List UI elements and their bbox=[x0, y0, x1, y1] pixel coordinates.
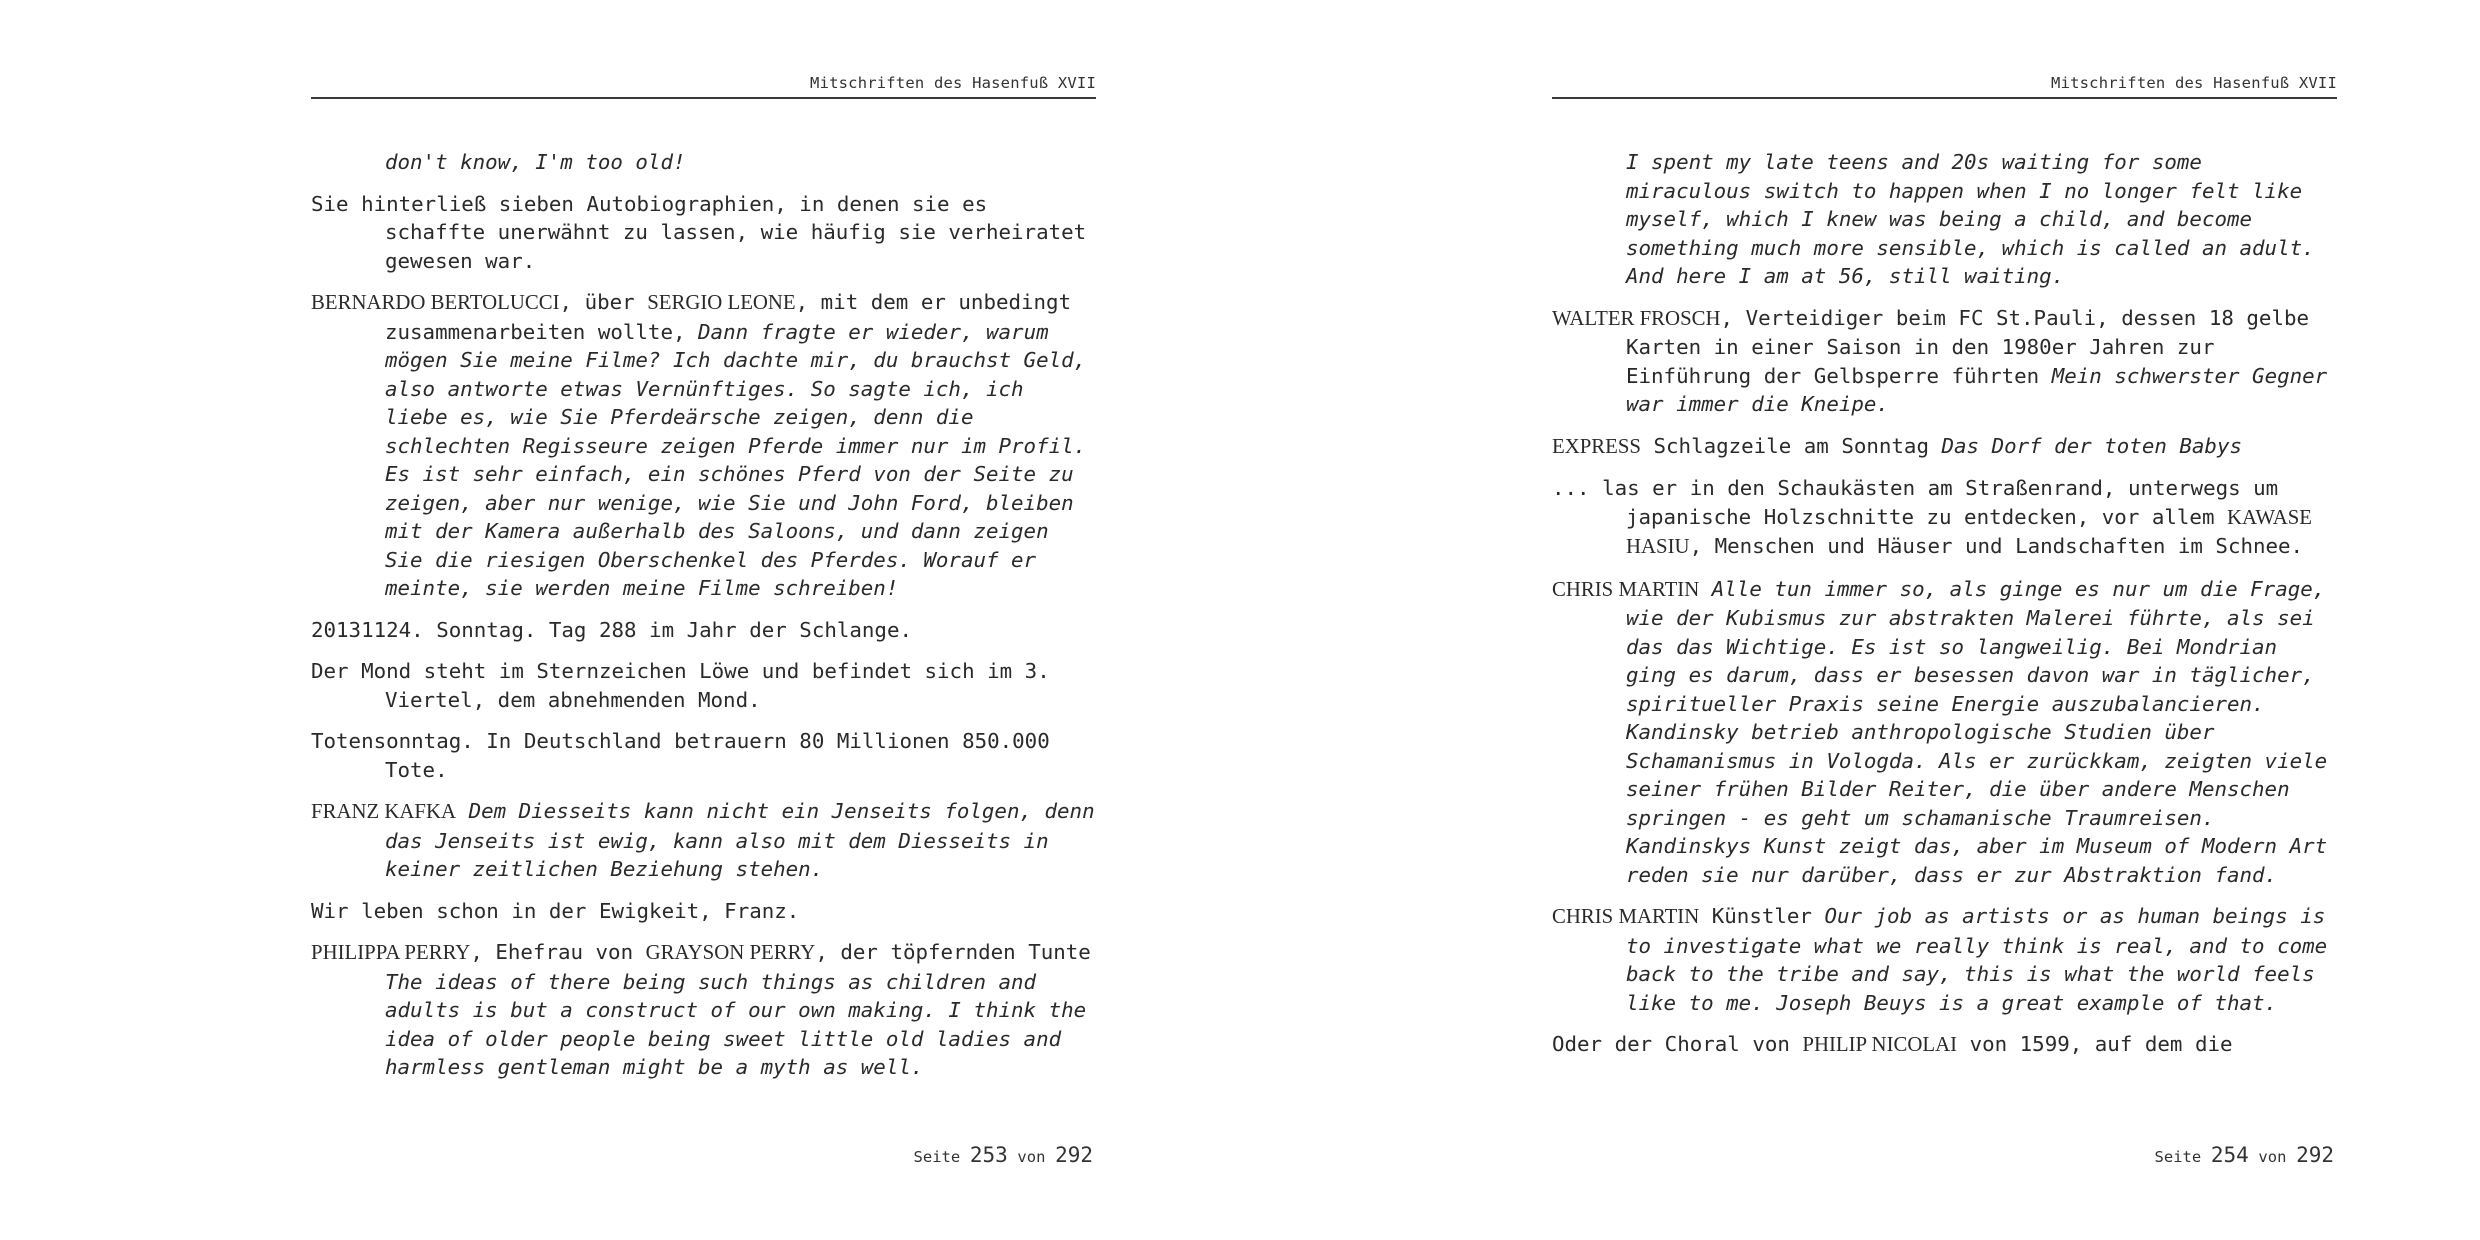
quote-text: Our job as artists or as human beings is to investigate what we really think is real, and to come back to the tribe and say, this is what the world feels like to me. Joseph Beuys is a great example of that. bbox=[1626, 904, 2328, 1015]
folio-word: Seite bbox=[2154, 1148, 2202, 1166]
quote-text: The ideas of there being such things as children and adults is but a construct of our own making. I think the idea of older people being sweet little old ladies and harmless gentleman might be a myth as well. bbox=[385, 969, 1087, 1079]
running-head: Mitschriften des Hasenfuß XVII bbox=[810, 74, 1096, 92]
entry-text: , Verteidiger beim FC St.Pauli, dessen 18 gelbe Karten in einer Saison in den 1980er Jahren zur Einführung der Gelbsperre führten bbox=[1626, 305, 2310, 388]
entry-text: , Ehefrau von bbox=[470, 940, 646, 964]
source-name: EXPRESS bbox=[1552, 434, 1641, 458]
person-name: PHILIPPA PERRY bbox=[311, 941, 471, 964]
folio-word: von bbox=[1017, 1148, 1046, 1166]
person-name: CHRIS MARTIN bbox=[1552, 905, 1700, 928]
quote-text: Alle tun immer so, als ginge es nur um die Frage, wie der Kubismus zur abstrakten Malerei führte, als sei das das Wichtige. Es ist so langweilig. Bei Mondrian ging es darum, dass er besessen davon war in täglicher, spiritueller Praxis seine Energie auszubalancieren. Kandinsky betrieb anthropologische Studien über Schamanismus in Vologda. Als er zurückkam, zeigten viele seiner frühen Bilder Reiter, die über andere Menschen springen - es geht um schamanische Traumreisen. Kandinskys Kunst zeigt das, aber im Museum of Modern Art reden sie nur darüber, dass er zur Abstraktion fand. bbox=[1626, 576, 2328, 887]
quote-text: Das Dorf der toten Babys bbox=[1941, 433, 2242, 458]
quote-text: I spent my late teens and 20s waiting for some miraculous switch to happen when I no longer felt like myself, which I knew was being a child, and become something much more sensible, which is called an adult. And here I am at 56, still waiting. bbox=[1626, 150, 2315, 288]
folio-total: 292 bbox=[2296, 1143, 2334, 1167]
folio-word: von bbox=[2258, 1148, 2287, 1166]
entry bbox=[1552, 1030, 2337, 1060]
entry bbox=[1552, 902, 2337, 1017]
quote-text: Dem Diesseits kann nicht ein Jenseits folgen, denn das Jenseits ist ewig, kann also mit dem Diesseits in keiner zeitlichen Beziehung stehen. bbox=[385, 799, 1095, 881]
entry-text: Künstler bbox=[1699, 904, 1825, 928]
entry-text bbox=[1699, 577, 1712, 601]
entry bbox=[311, 797, 1096, 884]
entry bbox=[311, 657, 1096, 714]
entry bbox=[1552, 575, 2337, 890]
entry-text: Sie hinterließ sieben Autobiographien, in denen sie es schaffte unerwähnt zu lassen, wie häufig sie verheiratet gewesen war. bbox=[311, 191, 1087, 273]
left-page bbox=[311, 0, 1096, 1240]
person-name: FRANZ KAFKA bbox=[311, 800, 457, 823]
entry-text: von 1599, auf dem die bbox=[1957, 1032, 2233, 1056]
folio-number: 253 bbox=[969, 1143, 1008, 1167]
entry-text: , Menschen und Häuser und Landschaften im Schnee. bbox=[1689, 534, 2304, 558]
person-name: WALTER FROSCH bbox=[1552, 306, 1721, 330]
date-line: 20131124. Sonntag. Tag 288 im Jahr der Schlange. bbox=[311, 617, 912, 642]
entry bbox=[311, 190, 1096, 276]
entry-text: , der töpfernden Tunte bbox=[815, 940, 1091, 964]
entry bbox=[311, 897, 1096, 926]
person-name: BERNARDO BERTOLUCCI bbox=[311, 291, 560, 314]
header-rule bbox=[311, 97, 1096, 99]
entry-text bbox=[456, 799, 469, 823]
entry bbox=[311, 288, 1096, 603]
entry-text: Der Mond steht im Sternzeichen Löwe und befindet sich im 3. Viertel, dem abnehmenden Mond. bbox=[311, 659, 1050, 712]
quote-text: Dann fragte er wieder, warum mögen Sie meine Filme? Ich dachte mir, du brauchst Geld, also antworte etwas Vernünftiges. So sagte ich, ich liebe es, wie Sie Pferdeärsche zeigen, denn die schlechten Regisseure zeigen Pferde immer nur im Profil. Es ist sehr einfach, ein schönes Pferd von der Seite zu zeigen, aber nur wenige, wie Sie und John Ford, bleiben mit der Kamera außerhalb des Saloons, und dann zeigen Sie die riesigen Oberschenkel des Pferdes. Worauf er meinte, sie werden meine Filme schreiben! bbox=[385, 319, 1087, 600]
entry-text: Totensonntag. In Deutschland betrauern 80 Millionen 850.000 Tote. bbox=[311, 729, 1050, 782]
person-name: KAWASE HASIU bbox=[1626, 505, 2312, 558]
entry bbox=[311, 616, 1096, 645]
page-number bbox=[914, 1143, 1093, 1167]
entry bbox=[1552, 474, 2337, 562]
entry bbox=[1552, 432, 2337, 462]
page-body bbox=[1552, 148, 2337, 1073]
quote-text: Mein schwerster Gegner war immer die Kneipe. bbox=[1626, 363, 2328, 416]
entry bbox=[311, 148, 1096, 177]
folio-word: Seite bbox=[913, 1148, 961, 1166]
entry-text: Schlagzeile am Sonntag bbox=[1641, 433, 1942, 458]
entry bbox=[311, 938, 1096, 1082]
entry-text: Wir leben schon in der Ewigkeit, Franz. bbox=[311, 898, 800, 923]
folio-total: 292 bbox=[1055, 1143, 1093, 1167]
entry bbox=[1552, 148, 2337, 291]
entry-text: ... las er in den Schaukästen am Straßenrand, unterwegs um japanische Holzschnitte zu entdecken, vor allem bbox=[1552, 476, 2279, 529]
quote-text: don't know, I'm too old! bbox=[385, 150, 686, 174]
running-head: Mitschriften des Hasenfuß XVII bbox=[2051, 74, 2337, 92]
folio-number: 254 bbox=[2210, 1143, 2249, 1167]
page-number bbox=[2155, 1143, 2334, 1167]
entry-text: , mit dem er unbedingt zusammenarbeiten wollte, bbox=[385, 290, 1072, 344]
entry-text: Oder der Choral von bbox=[1552, 1032, 1803, 1056]
entry bbox=[1552, 304, 2337, 419]
entry bbox=[311, 727, 1096, 784]
person-name: CHRIS MARTIN bbox=[1552, 577, 1700, 601]
right-page bbox=[1552, 0, 2337, 1240]
person-name: GRAYSON PERRY bbox=[645, 941, 816, 964]
person-name: SERGIO LEONE bbox=[647, 291, 796, 314]
header-rule bbox=[1552, 97, 2337, 99]
page-body bbox=[311, 148, 1096, 1095]
person-name: PHILIP NICOLAI bbox=[1802, 1033, 1958, 1056]
entry-text: , über bbox=[559, 290, 648, 314]
